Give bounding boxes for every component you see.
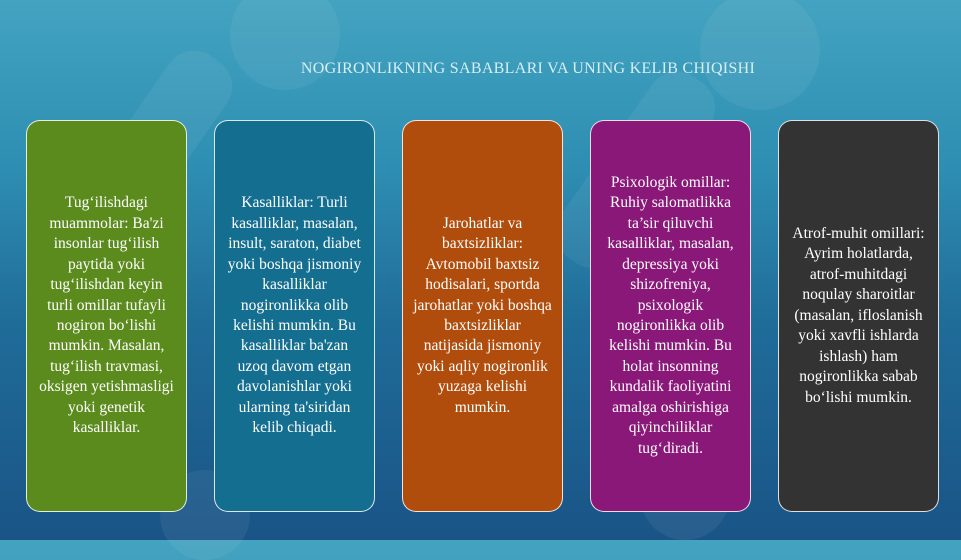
background-decoration	[700, 0, 820, 110]
card-diseases	[214, 120, 375, 512]
card-text: Psixologik omillar: Ruhiy salomatlikka ta’sir qiluvchi kasalliklar, masalan, depressiya yoki shizofreniya, psixologik nogironlikka olib kelishi mumkin. Bu holat insonning kundalik faoliyatini amalga oshirishiga qiyinchiliklar tug‘diradi.	[607, 173, 734, 457]
card-text: Tug‘ilishdagi muammolar: Ba'zi insonlar tug‘ilish paytida yoki tug‘ilishdan keyin turli omillar tufayli nogiron bo‘lishi mumkin. Masalan, tug‘ilish travmasi, oksigen yetishmasligi yoki genetik kasalliklar.	[39, 194, 174, 437]
card-environmental-factors	[778, 120, 939, 512]
slide-title: NOGIRONLIKNING SABABLARI VA UNING KELIB CHIQISHI	[300, 60, 756, 77]
card-text: Kasalliklar: Turli kasalliklar, masalan, insult, saraton, diabet yoki boshqa jismoniy kasalliklar nogironlikka olib kelishi mumkin. Bu kasalliklar ba'zan uzoq davom etgan davolanishlar yoki ularning ta'siridan kelib chiqadi.	[227, 194, 362, 437]
cause-cards	[26, 120, 938, 512]
card-birth-problems	[26, 120, 187, 512]
card-psychological-factors	[590, 120, 751, 512]
card-text: Atrof-muhit omillari: Ayrim holatlarda, atrof-muhitdagi noqulay sharoitlar (masalan, ifloslanish yoki xavfli ishlarda ishlash) ham nogironlikka sabab bo‘lishi mumkin.	[792, 224, 925, 406]
card-injuries	[402, 120, 563, 512]
card-text: Jarohatlar va baxtsizliklar: Avtomobil baxtsiz hodisalari, sportda jarohatlar yoki boshqa baxtsizliklar natijasida jismoniy yoki aqliy nogironlik yuzaga kelishi mumkin.	[413, 214, 552, 416]
